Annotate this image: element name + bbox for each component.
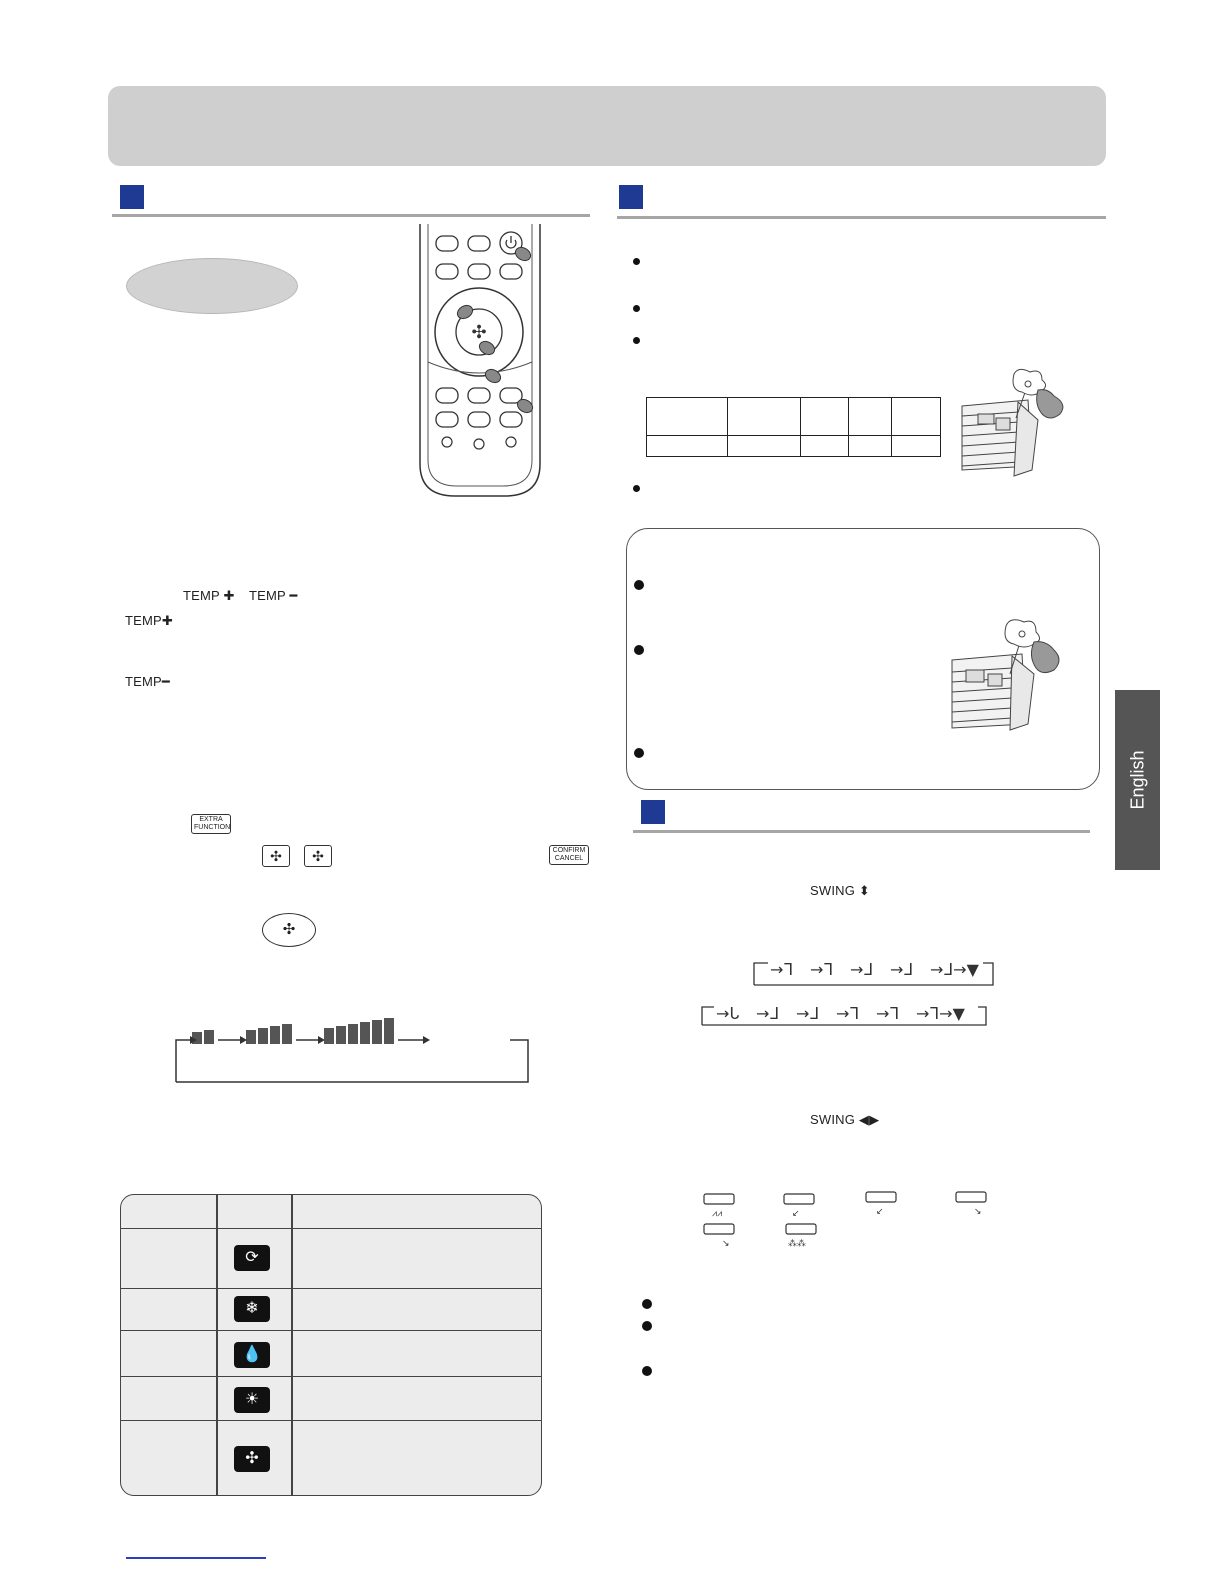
svg-text:→ᒣ: →ᒣ: [836, 1004, 860, 1023]
language-tab-label: English: [1127, 750, 1147, 810]
bullet: [642, 1366, 652, 1376]
mode-table-row-line: [121, 1228, 541, 1229]
footer-link-underline: [126, 1557, 266, 1559]
fan-speed-cycle-diagram: [170, 1012, 540, 1088]
bullet: [633, 258, 640, 265]
svg-text:→ᒣ: →ᒣ: [810, 960, 834, 979]
bullet: [634, 580, 644, 590]
svg-text:→ᒣ→▼: →ᒣ→▼: [916, 1004, 965, 1023]
vertical-swing-cycle-diagram: [698, 955, 998, 1030]
fan-speed-icon: ✣: [262, 845, 290, 867]
swing-horizontal-label: SWING ◀▶: [810, 1112, 880, 1127]
mode-table-row-line: [121, 1420, 541, 1421]
mode-oval-label: [126, 258, 298, 314]
language-tab[interactable]: [1115, 690, 1160, 870]
svg-text:↙: ↙: [876, 1207, 884, 1217]
svg-text:→ᒧ→▼: →ᒧ→▼: [930, 960, 979, 979]
svg-text:⩘⩘: ⩘⩘: [712, 1209, 723, 1219]
bullet: [633, 305, 640, 312]
temp-inline-minus: TEMP ━: [249, 588, 298, 603]
cool-mode-icon: ❄: [234, 1296, 270, 1322]
extra-function-icon: EXTRA FUNCTION: [191, 814, 231, 834]
dry-mode-icon: 💧: [234, 1342, 270, 1368]
indoor-unit-illustration: [958, 366, 1070, 478]
svg-text:→ᒣ: →ᒣ: [770, 960, 794, 979]
svg-text:↘: ↘: [722, 1239, 730, 1249]
bullet: [633, 485, 640, 492]
spec-table: [646, 397, 941, 457]
mode-table-divider: [291, 1195, 293, 1495]
section-rule-right: [617, 216, 1106, 219]
svg-text:⁂⁂: ⁂⁂: [788, 1239, 806, 1249]
fan-mode-icon: ✣: [234, 1446, 270, 1472]
bullet: [633, 337, 640, 344]
mode-table-row-line: [121, 1288, 541, 1289]
svg-text:→ᒧ: →ᒧ: [850, 960, 874, 979]
temp-plus-label: TEMP✚: [125, 613, 174, 628]
header-banner: [108, 86, 1106, 166]
mode-table-divider: [216, 1195, 218, 1495]
svg-text:→ᒧ: →ᒧ: [796, 1004, 820, 1023]
mode-table: [120, 1194, 542, 1496]
section-rule-left: [112, 214, 590, 217]
svg-text:→ᒐ: →ᒐ: [716, 1004, 740, 1023]
bullet: [642, 1299, 652, 1309]
section-marker-swing: [641, 800, 665, 824]
fan-button-icon: ✣: [262, 913, 316, 947]
remote-control-illustration: [415, 224, 545, 500]
mode-table-row-line: [121, 1330, 541, 1331]
heat-mode-icon: ☀: [234, 1387, 270, 1413]
svg-text:↙: ↙: [792, 1209, 800, 1219]
svg-text:↘: ↘: [974, 1207, 982, 1217]
bullet: [634, 645, 644, 655]
mode-table-row-line: [121, 1376, 541, 1377]
section-marker-right: [619, 185, 643, 209]
swing-vertical-label: SWING ⬍: [810, 883, 870, 898]
section-marker-left: [120, 185, 144, 209]
confirm-cancel-icon: CONFIRM CANCEL: [549, 845, 589, 865]
indoor-unit-illustration: [950, 612, 1066, 734]
svg-text:→ᒧ: →ᒧ: [756, 1004, 780, 1023]
section-rule-swing: [633, 830, 1090, 833]
bullet: [634, 748, 644, 758]
svg-text:→ᒣ: →ᒣ: [876, 1004, 900, 1023]
horizontal-swing-icons: [700, 1190, 1000, 1250]
svg-text:→ᒧ: →ᒧ: [890, 960, 914, 979]
svg-text:✣: ✣: [471, 322, 487, 342]
auto-mode-icon: ⟳: [234, 1245, 270, 1271]
temp-inline-plus: TEMP ✚: [183, 588, 235, 603]
fan-speed-icon: ✣: [304, 845, 332, 867]
bullet: [642, 1321, 652, 1331]
temp-minus-label: TEMP━: [125, 674, 170, 689]
